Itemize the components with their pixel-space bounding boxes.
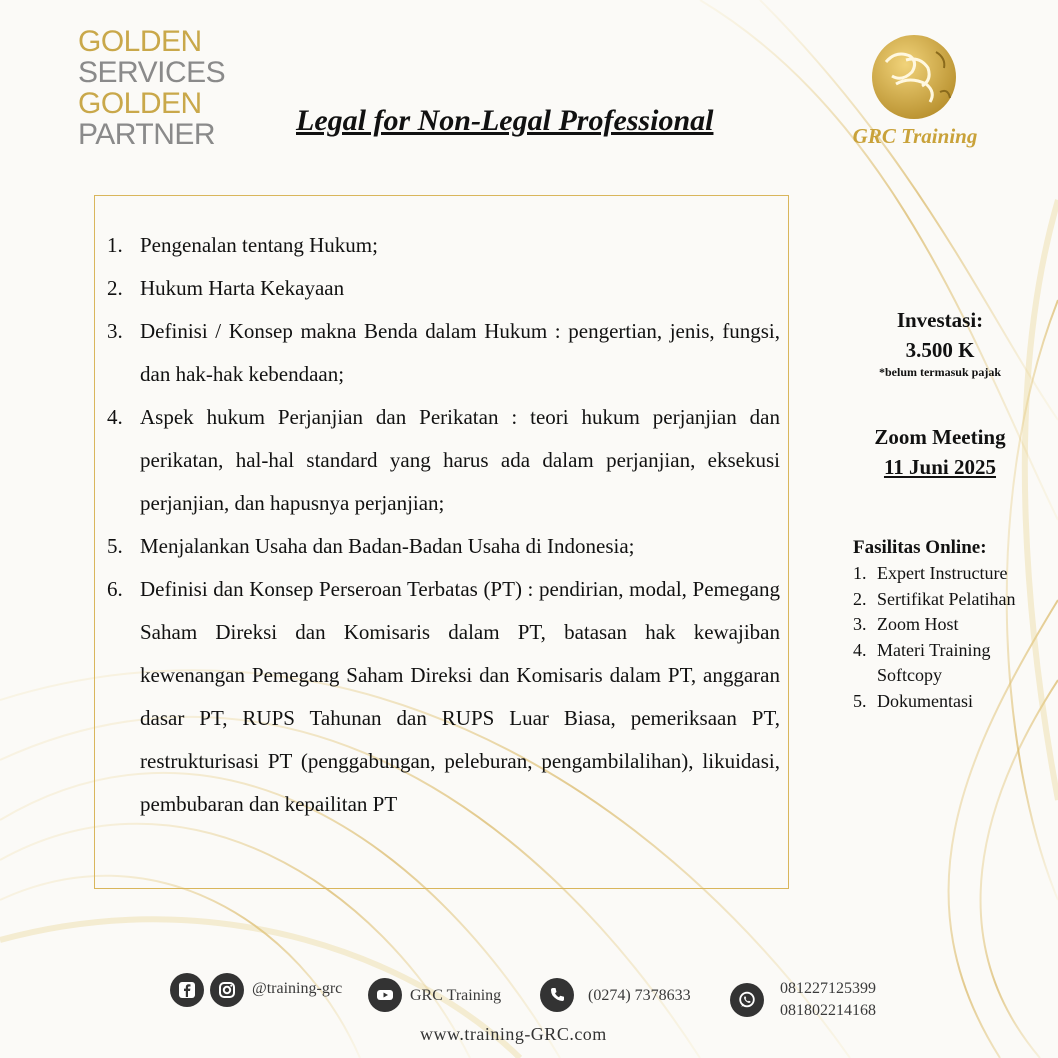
item-text: Menjalankan Usaha dan Badan-Badan Usaha di Indonesia;: [140, 534, 635, 558]
list-item: [107, 568, 780, 826]
brand-line-3: GOLDEN: [78, 87, 202, 120]
investment-note: *belum termasuk pajak: [878, 365, 1001, 379]
phone-number[interactable]: (0274) 7378633: [588, 987, 691, 1004]
item-text: Sertifikat Pelatihan: [877, 588, 1016, 609]
whatsapp-number-2[interactable]: 081802214168: [780, 1002, 876, 1019]
item-number: 4.: [107, 405, 123, 429]
website-link[interactable]: www.training-GRC.com: [420, 1024, 607, 1044]
item-number: 3.: [853, 614, 867, 634]
whatsapp-icon[interactable]: [730, 983, 764, 1017]
topics-panel: [94, 195, 789, 889]
list-item: [853, 638, 1053, 689]
facilities-title: Fasilitas Online:: [853, 537, 987, 558]
event-label: Zoom Meeting: [874, 425, 1006, 449]
list-item: [107, 396, 780, 525]
social-handle[interactable]: @training-grc: [252, 980, 343, 997]
item-text: Aspek hukum Perjanjian dan Perikatan : teori hukum perjanjian dan perikatan, hal-hal standard yang harus ada dalam perjanjian, eksekusi perjanjian, dan hapusnya perjanjian;: [140, 405, 780, 515]
item-text: Definisi dan Konsep Perseroan Terbatas (PT) : pendirian, modal, Pemegang Saham Direksi dan Komisaris dalam PT, batasan hak kewajiban kewenangan Pemegang Saham Direksi dan Komisaris dalam PT, anggaran dasar PT, RUPS Tahunan dan RUPS Luar Biasa, pemeriksaan PT, restrukturisasi PT (penggabungan, peleburan, pengambilalihan), likuidasi, pembubaran dan kepailitan PT: [140, 577, 780, 816]
youtube-channel[interactable]: GRC Training: [410, 987, 502, 1004]
item-number: 5.: [853, 690, 867, 711]
item-number: 2.: [853, 588, 867, 609]
brand-line-2: SERVICES: [78, 56, 226, 89]
item-text: Expert Instructure: [877, 563, 1008, 583]
item-text: Dokumentasi: [877, 690, 973, 711]
item-number: 1.: [853, 563, 867, 583]
page-title: Legal for Non-Legal Professional: [296, 104, 714, 137]
list-item: [107, 224, 780, 267]
item-number: 3.: [107, 319, 123, 343]
list-item: [853, 561, 1053, 587]
item-text: Hukum Harta Kekayaan: [140, 276, 345, 300]
item-text: Pengenalan tentang Hukum;: [140, 233, 378, 257]
item-number: 4.: [853, 639, 867, 660]
item-text: Definisi / Konsep makna Benda dalam Hukum : pengertian, jenis, fungsi, dan hak-hak kebendaan;: [140, 319, 780, 386]
golden-partner-badge: [78, 25, 226, 151]
item-number: 6.: [107, 577, 123, 601]
instagram-icon[interactable]: [210, 973, 244, 1007]
whatsapp-number-1[interactable]: 081227125399: [780, 980, 876, 997]
list-item: [853, 612, 1053, 638]
investment-price: 3.500 K: [905, 338, 975, 362]
facebook-icon[interactable]: [170, 973, 204, 1007]
brand-line-4: PARTNER: [78, 118, 216, 151]
topics-list: [107, 224, 780, 826]
list-item: [107, 310, 780, 396]
list-item: [853, 689, 1053, 715]
logo-text: GRC Training: [852, 124, 978, 148]
item-number: 1.: [107, 233, 123, 257]
item-number: 5.: [107, 534, 123, 558]
item-text: Materi Training Softcopy: [877, 639, 991, 685]
item-number: 2.: [107, 276, 123, 300]
item-text: Zoom Host: [877, 614, 959, 634]
brand-line-1: GOLDEN: [78, 25, 202, 58]
facilities-list: [853, 561, 1053, 714]
youtube-icon[interactable]: [368, 978, 402, 1012]
event-date: 11 Juni 2025: [883, 455, 997, 479]
phone-icon[interactable]: [540, 978, 574, 1012]
investment-label: Investasi:: [896, 308, 984, 332]
list-item: [853, 587, 1053, 613]
list-item: [107, 525, 780, 568]
list-item: [107, 267, 780, 310]
